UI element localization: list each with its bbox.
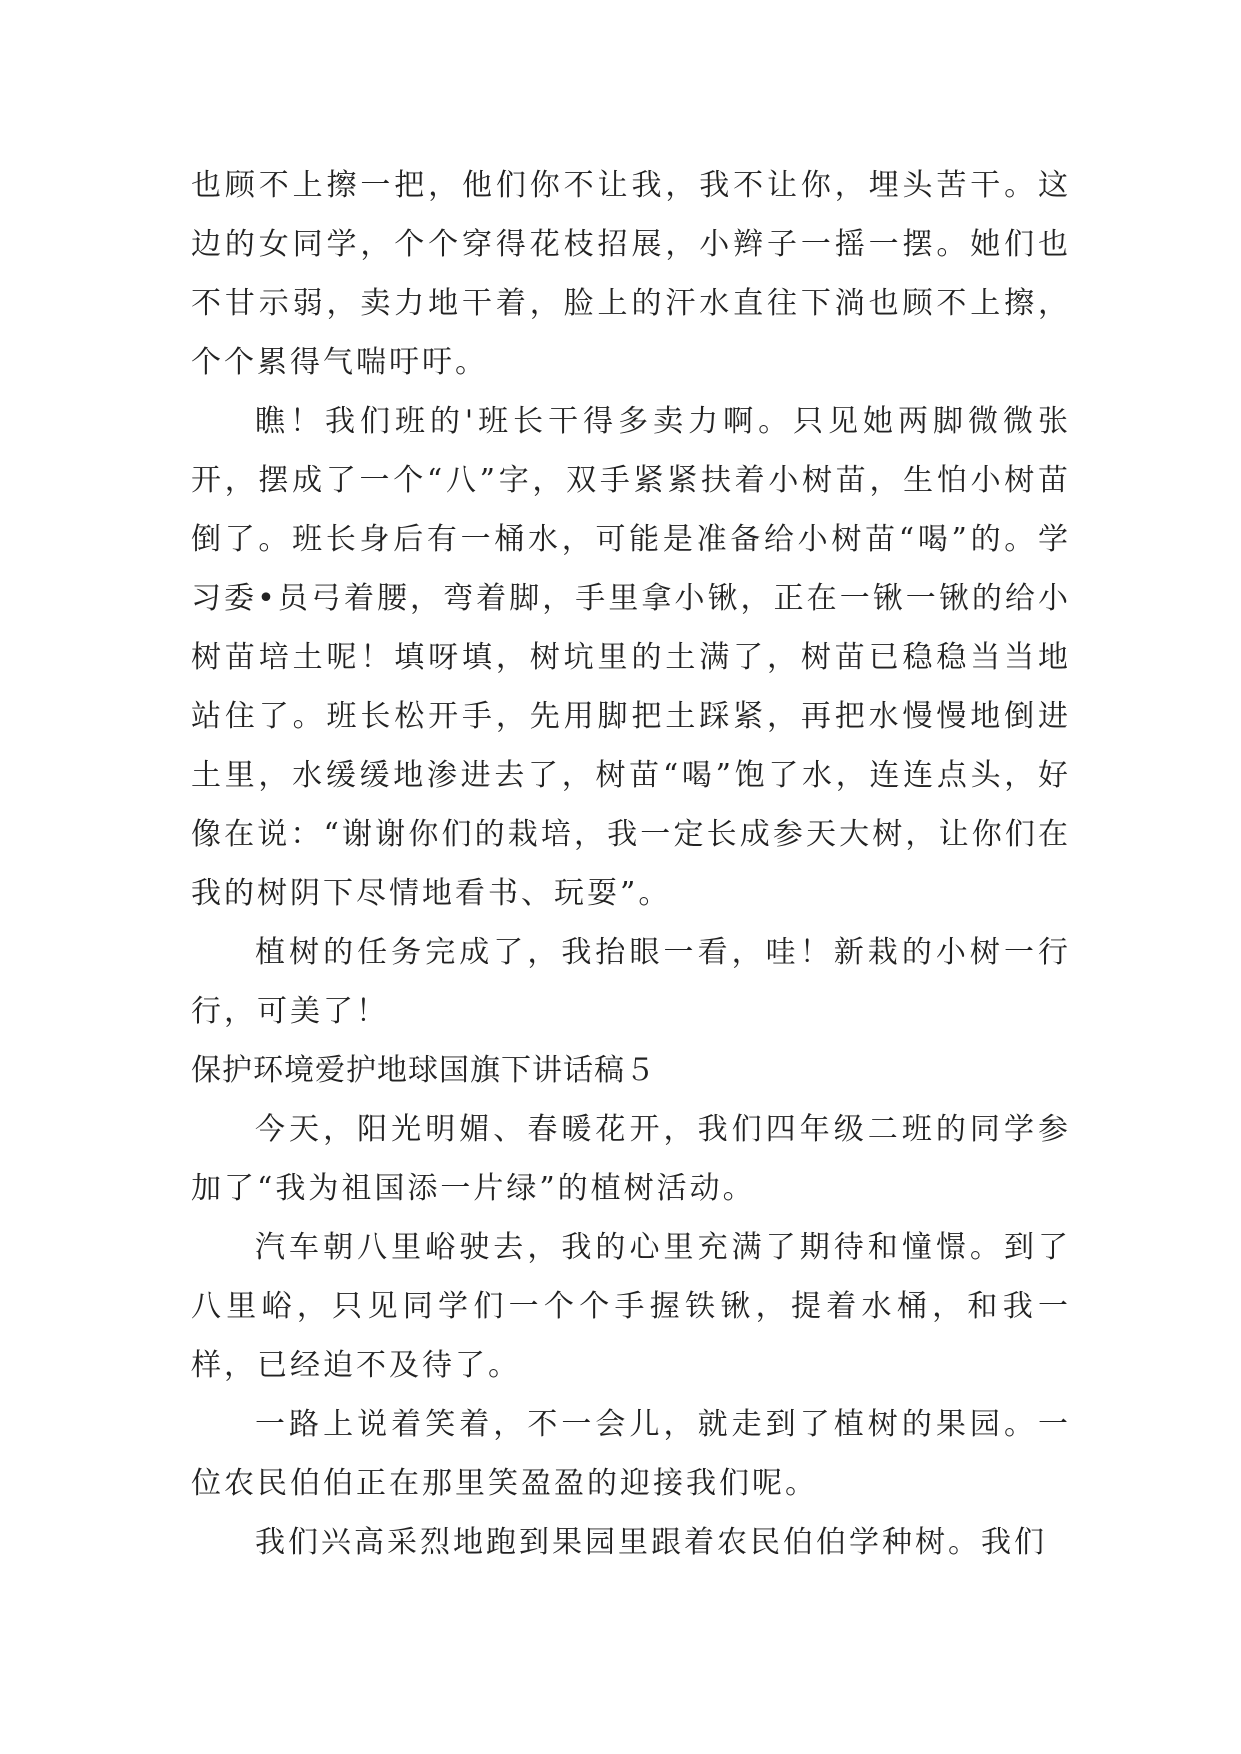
paragraph-class-monitor: 瞧！我们班的'班长干得多卖力啊。只见她两脚微微张开，摆成了一个“八”字，双手紧紧扶着小树苗，生怕小树苗倒了。班长身后有一桶水，可能是准备给小树苗“喝”的。学习委•员弓着腰，弯着脚，手里拿小锹，正在一锹一锹的给小树苗培土呢！填呀填，树坑里的土满了，树苗已稳稳当当地站住了。班长松开手，先用脚把土踩紧，再把水慢慢地倒进土里，水缓缓地渗进去了，树苗“喝”饱了水，连连点头，好像在说：“谢谢你们的栽培，我一定长成参天大树，让你们在我的树阴下尽情地看书、玩耍”。 <box>191 404 1071 911</box>
paragraph-continuation: 也顾不上擦一把，他们你不让我，我不让你，埋头苦干。这边的女同学，个个穿得花枝招展，小辫子一摇一摆。她们也不甘示弱，卖力地干着，脸上的汗水直往下淌也顾不上擦，个个累得气喘吁吁。 <box>191 168 1071 380</box>
paragraph-bus-trip: 汽车朝八里峪驶去，我的心里充满了期待和憧憬。到了八里峪，只见同学们一个个手握铁锹，提着水桶，和我一样，已经迫不及待了。 <box>191 1230 1071 1383</box>
paragraph-task-complete: 植树的任务完成了，我抬眼一看，哇！新栽的小树一行行，可美了！ <box>191 935 1071 1029</box>
document-page <box>191 156 1071 1572</box>
paragraph-orchard: 一路上说着笑着，不一会儿，就走到了植树的果园。一位农民伯伯正在那里笑盈盈的迎接我们呢。 <box>191 1407 1071 1501</box>
paragraph-today: 今天，阳光明媚、春暖花开，我们四年级二班的同学参加了“我为祖国添一片绿”的植树活动。 <box>191 1112 1071 1206</box>
section-heading: 保护环境爱护地球国旗下讲话稿５ <box>191 1053 656 1088</box>
paragraph-planting: 我们兴高采烈地跑到果园里跟着农民伯伯学种树。我们 <box>255 1525 1047 1560</box>
